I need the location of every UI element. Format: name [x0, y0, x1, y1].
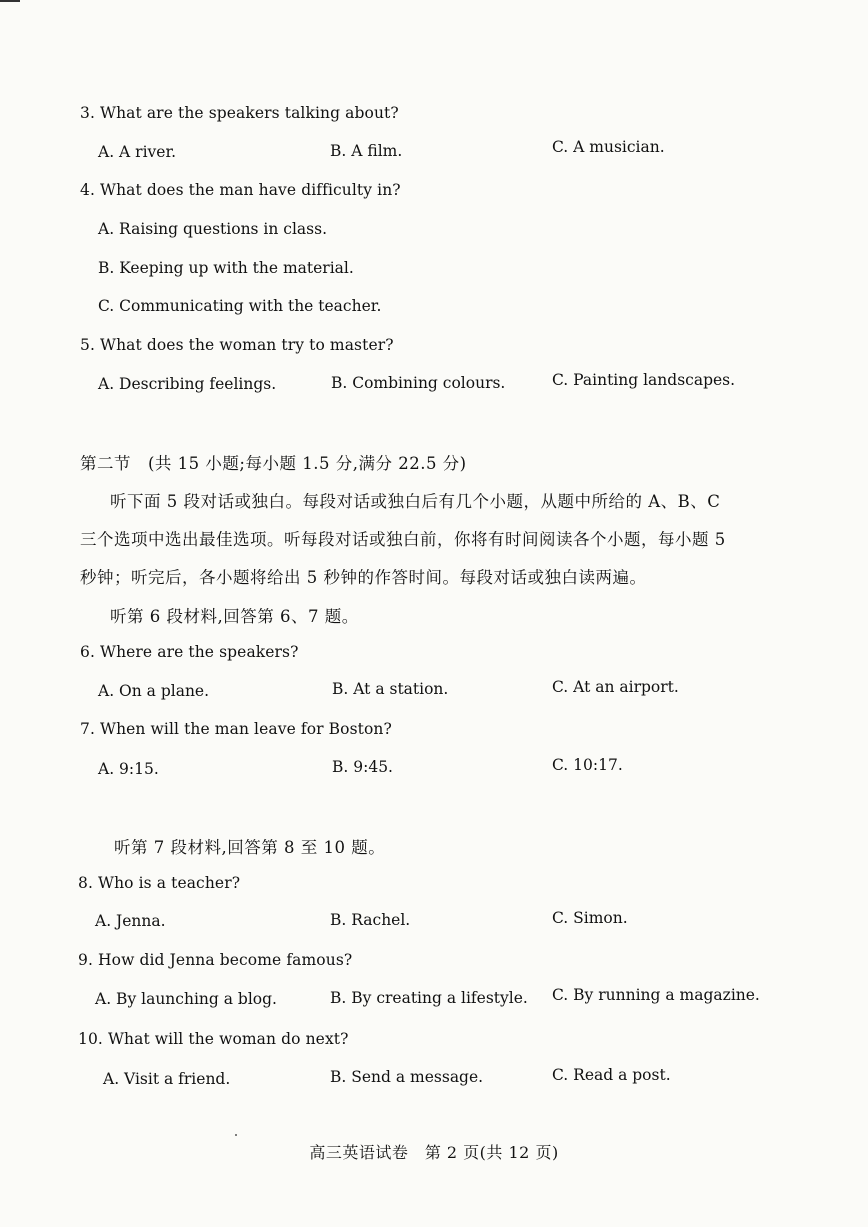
option-b: B. Rachel.	[330, 911, 411, 929]
option-b: B. Combining colours.	[331, 374, 506, 392]
question-3	[80, 104, 399, 122]
question-8	[78, 874, 240, 892]
option-c: C. A musician.	[552, 138, 665, 156]
instructions-line-1: 听下面 5 段对话或独白。每段对话或独白后有几个小题，从题中所给的 A、B、C	[110, 492, 721, 511]
passage-7-instruction: 听第 7 段材料,回答第 8 至 10 题。	[114, 838, 386, 857]
option-c: C. Painting landscapes.	[552, 371, 736, 389]
option-b: B. Keeping up with the material.	[98, 259, 354, 277]
question-text: What are the speakers talking about?	[100, 104, 399, 122]
option-a: A. On a plane.	[98, 682, 210, 700]
question-number: 7.	[80, 720, 95, 738]
option-c: C. Read a post.	[552, 1066, 671, 1084]
option-c: C. By running a magazine.	[552, 986, 760, 1004]
question-6	[80, 643, 299, 661]
question-text: Where are the speakers?	[100, 643, 299, 661]
question-7	[80, 720, 392, 738]
option-a: A. Raising questions in class.	[98, 220, 328, 238]
option-a: A. A river.	[98, 143, 177, 161]
option-a: A. Jenna.	[95, 912, 166, 930]
option-c: C. Simon.	[552, 909, 628, 927]
question-number: 8.	[78, 874, 93, 892]
instructions-line-2: 三个选项中选出最佳选项。听每段对话或独白前，你将有时间阅读各个小题，每小题 5	[80, 530, 726, 549]
question-number: 9.	[78, 951, 93, 969]
question-number: 6.	[80, 643, 95, 661]
question-9	[78, 951, 352, 969]
question-text: When will the man leave for Boston?	[100, 720, 392, 738]
page-footer: 高三英语试卷 第 2 页(共 12 页)	[309, 1143, 559, 1162]
question-number: 3.	[80, 104, 95, 122]
option-b: B. A film.	[330, 142, 403, 160]
question-text: How did Jenna become famous?	[98, 951, 353, 969]
option-b: B. By creating a lifestyle.	[330, 989, 528, 1007]
passage-6-instruction: 听第 6 段材料,回答第 6、7 题。	[110, 607, 359, 626]
option-b: B. At a station.	[332, 680, 449, 698]
question-text: What does the man have difficulty in?	[100, 181, 401, 199]
option-c: C. Communicating with the teacher.	[98, 297, 382, 315]
question-number: 5.	[80, 336, 95, 354]
question-number: 4.	[80, 181, 95, 199]
section-heading: 第二节 (共 15 小题;每小题 1.5 分,满分 22.5 分)	[80, 454, 467, 473]
question-10	[78, 1030, 349, 1048]
option-a: A. Describing feelings.	[98, 375, 277, 393]
option-a: A. 9:15.	[98, 760, 159, 778]
question-4	[80, 181, 401, 199]
option-b: B. Send a message.	[330, 1068, 484, 1086]
scan-mark	[0, 0, 20, 2]
instructions-line-3: 秒钟；听完后，各小题将给出 5 秒钟的作答时间。每段对话或独白读两遍。	[80, 568, 647, 587]
question-number: 10.	[78, 1030, 103, 1048]
question-5	[80, 336, 394, 354]
question-text: Who is a teacher?	[98, 874, 241, 892]
scan-speck	[235, 1134, 237, 1136]
option-b: B. 9:45.	[332, 758, 393, 776]
option-c: C. At an airport.	[552, 678, 679, 696]
question-text: What does the woman try to master?	[100, 336, 394, 354]
option-a: A. By launching a blog.	[95, 990, 277, 1008]
option-a: A. Visit a friend.	[103, 1070, 231, 1088]
option-c: C. 10:17.	[552, 756, 623, 774]
question-text: What will the woman do next?	[107, 1030, 349, 1048]
